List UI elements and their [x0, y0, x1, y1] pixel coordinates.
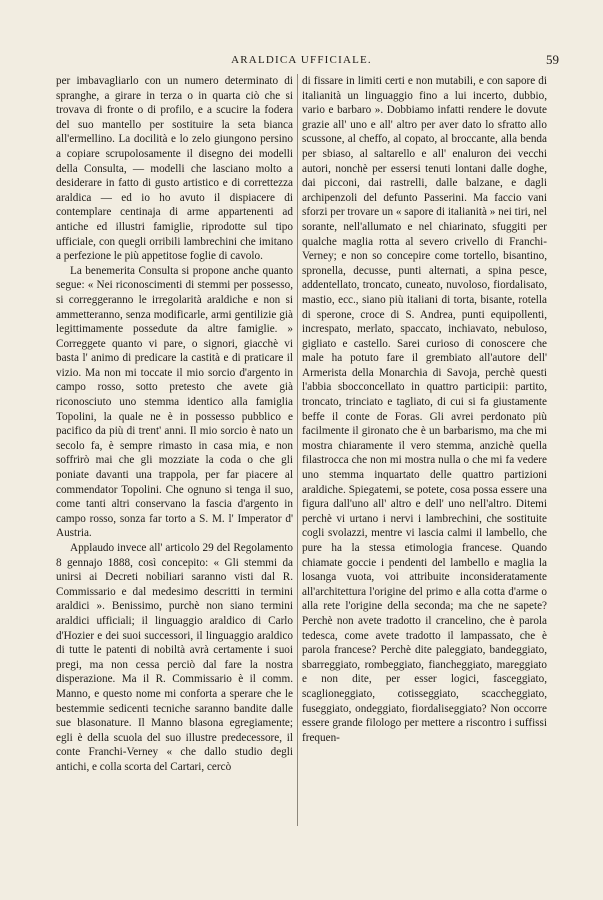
right-column	[302, 74, 547, 745]
paragraph: di fissare in limiti certi e non mutabili, e con sapore di italianità un linguaggio fino a lui incerto, dubbio, vario e barbaro ». Dobbiamo infatti rendere le dovute grazie all' uno e all' altro per aver dato lo sfratto allo scussone, al cheffo, al copato, al broccante, alla benda per sbiaso, al saltarello e all' enaluron dei vecchi autori, nonchè per essersi tenuti lontani dalle doghe, dai picconi, dai rastrelli, dalle balzane, e dagli archipenzoli del defunto Passerini. Ma faccio vani sforzi per trovare un « sapore di italianità » nei tiri, nel sorante, nell'allumato e nel chiarinato, sfuggiti per qualche maglia rotta al severo crivello di Franchi-Verney; e non so concepire come tortello, bisantino, spronella, decusse, punti alternati, a spina pesce, addentellato, troncato, cuneato, nuvoloso, fiordalisato, mastio, ecc., siano più italiani di torta, bisante, rotella di sperone, croce di S. Andrea, punti equipollenti, increspato, merlato, spaccato, inchiavato, nebuloso, gigliato e castello. Sarei curioso di conoscere che male ha potuto fare il grembiato all'autore dell' Armerista della Monarchia di Savoja, perchè questi l'abbia sbocconcellato in quattro participii: partito, troncato, trinciato e tagliato, di cui si fa giustamente beffe il conte de Foras. Gli avrei perdonato più facilmente il gironato che è un barbarismo, ma che mi mostra chiaramente il vero stemma, anzichè quella filastrocca che non mi mostra nulla o che mi fa vedere uno stemma inquartato delle quattro partizioni araldiche. Spiegatemi, se potete, cosa possa essere una figura dall'uno all' altro e dell' uno nell'altro. Ditemi perchè vi urtano i nervi i lambrechini, che sostituite cogli svolazzi, mentre vi lascia calmi il lambello, che pure ha la stessa etimologia francese. Quando chiamate goccie i pendenti del lambello e maglia la losanga vuota, voi attribuite inconsideratamente all'architettura l'origine del primo e alla cotta d'arme o alla rete l'origine della seconda; ma che ne sapete? Perchè non avete tradotto il crancelino, che è parola tedesca, come avete tradotto il lampassato, che è parola francese? Perchè dite paleggiato, bandeggiato, sbarreggiato, rombeggiato, fiancheggiato, mareggiato e non dite, per esser logici, fasceggiato, scaglioneggiato, cotisseggiato, scaccheggiato, fuseggiato, ondeggiato, fiordaliseggiato? Non occorre essere grande filologo per mettere a riscontro i suffissi frequen-	[302, 75, 547, 744]
paragraph: Applaudo invece all' articolo 29 del Regolamento 8 gennajo 1888, così concepito: « Gli stemmi da unirsi ai Decreti nobiliari saranno visti dal R. Commissario e dal medesimo descritti in termini araldici ». Benissimo, purchè non siano termini araldici ufficiali; il linguaggio araldico di Carlo d'Hozier e dei suoi successori, il linguaggio araldico di tutte le patenti di nobiltà avrà certamente i suoi pregi, ma non cessa perciò dal fare la nostra disperazione. Ma il R. Commissario è il comm. Manno, e questo nome mi conforta a sperare che le bestemmie sedicenti tecniche saranno bandite dalle sue blasonature. Il Manno blasona egregiamente; egli è della scuola del suo illustre predecessore, il conte Franchi-Verney « che dallo studio degli antichi, e colla scorta del Cartari, cercò	[56, 542, 293, 773]
paragraph: per imbavagliarlo con un numero determinato di spranghe, a girare in terza o in quarta ciò che si trovava di fronte o di profilo, e a scucire la fodera del suo mantello per sostituire la seta bianca all'ermellino. La docilità e lo zelo giungono persino a copiare scrupolosamente il disegno dei modelli della Consulta, — modelli che lasciano molto a desiderare in fatto di gusto artistico e di correttezza araldica — ed io ho avuto il dispiacere di contemplare centinaja di arme appartenenti ad antiche ed illustri famiglie, riprodotte sul tipo ufficiale, con quegli orribili lambrechini che imitano a perfezione le più appetitose foglie di cavolo.	[56, 75, 293, 263]
running-head: ARALDICA UFFICIALE.	[231, 54, 372, 66]
page-number: 59	[546, 52, 559, 67]
left-column	[56, 74, 293, 775]
paragraph: La benemerita Consulta si propone anche quanto segue: « Nei riconoscimenti di stemmi per possesso, si correggeranno le irregolarità araldiche e non si ammetteranno, senza modificarle, armi gentilizie già legittimamente possedute da altre famiglie. » Correggete quanto vi pare, o signori, giacchè vi basta l' animo di predicare la castità e di praticare il vizio. Ma non mi toccate il mio sorcio d'argento in campo rosso, sotto pretesto che avete già riconosciuto uno stemma identico alla famiglia Topolini, la quale ne è in possesso pubblico e pacifico da più di trent' anni. Il mio sorcio è nato un secolo fa, è sempre rimasto in casa mia, e non soffrirò mai che gli mozziate la coda o che gli poniate davanti una trappola, per far piacere al commendator Topolini. Che ognuno si tenga il suo, come tanti altri conservano la fascia d'argento in campo rosso, sonza far torto a S. M. l' Imperator d' Austria.	[56, 264, 293, 540]
column-divider	[297, 74, 298, 826]
